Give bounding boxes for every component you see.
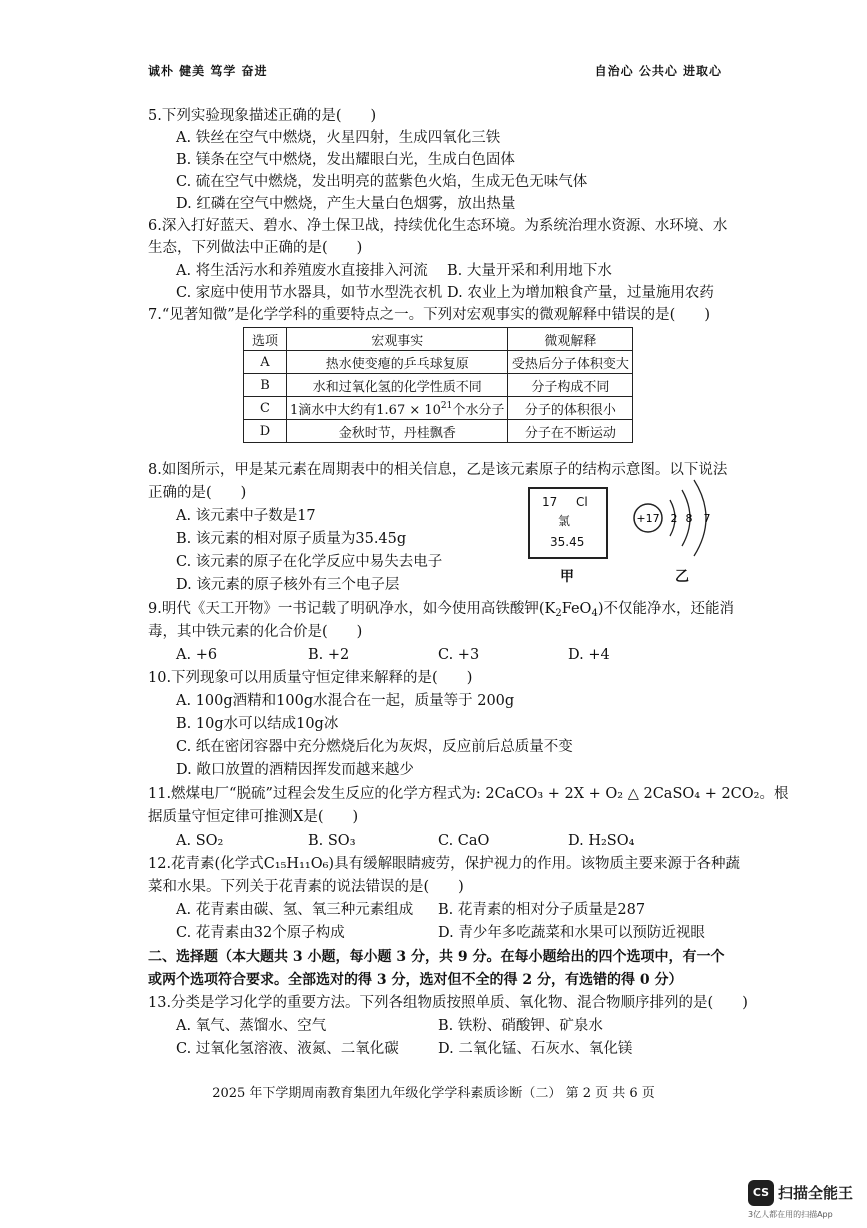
q5-option-a: A. 铁丝在空气中燃烧，火星四射，生成四氧化三铁 (176, 130, 501, 146)
row-explanation: 分子的体积很小 (508, 397, 633, 420)
row-fact: 热水使变瘪的乒乓球复原 (287, 351, 508, 374)
row-option: D (244, 420, 287, 443)
q5-option-d: D. 红磷在空气中燃烧，产生大量白色烟雾，放出热量 (176, 196, 516, 212)
table-row (244, 351, 633, 374)
atomic-mass: 35.45 (550, 535, 585, 549)
row-fact: 金秋时节，丹桂飘香 (287, 420, 508, 443)
shell-electrons-3: 7 (703, 512, 711, 525)
q6-option-d: D. 农业上为增加粮食产量，过量施用农药 (447, 285, 714, 301)
row-explanation: 分子构成不同 (508, 374, 633, 397)
element-symbol: Cl (576, 495, 588, 509)
q11-option-b: B. SO₃ (308, 833, 356, 849)
q10-option-d: D. 敞口放置的酒精因挥发而越来越少 (176, 762, 414, 778)
q12-option-a: A. 花青素由碳、氢、氧三种元素组成 (176, 902, 414, 918)
q13-option-a: A. 氧气、蒸馏水、空气 (176, 1018, 327, 1034)
q11-stem-line1: 11.燃煤电厂“脱硫”过程会发生反应的化学方程式为: 2CaCO₃ + 2X + O₂ △ 2CaSO₄ + 2CO₂。根 (148, 786, 789, 802)
row-fact (287, 397, 508, 420)
table-header-option: 选项 (244, 328, 287, 351)
atomic-structure-diagram (632, 478, 727, 564)
q7-fact-table (243, 327, 633, 443)
nucleus-charge: +17 (636, 512, 660, 525)
q9-text-post: )不仅能净水，还能消 (597, 601, 734, 617)
page-footer: 2025 年下学期周南教育集团九年级化学学科素质诊断（二） 第 2 页 共 6 页 (212, 1086, 655, 1101)
q9-option-c: C. +3 (438, 647, 480, 663)
figure-label-yi: 乙 (675, 569, 689, 585)
q11-option-c: C. CaO (438, 833, 490, 849)
q12-option-b: B. 花青素的相对分子质量是287 (438, 902, 646, 918)
q13-option-b: B. 铁粉、硝酸钾、矿泉水 (438, 1018, 603, 1034)
row-explanation: 分子在不断运动 (508, 420, 633, 443)
q9-stem-line1 (148, 599, 734, 619)
section-2-heading-line1: 二、选择题（本大题共 3 小题，每小题 3 分，共 9 分。在每小题给出的四个选项中，有一个 (148, 949, 725, 965)
q9-text-mid: FeO (561, 601, 592, 617)
q8-option-a: A. 该元素中子数是17 (176, 508, 316, 524)
table-header-row (244, 328, 633, 351)
atomic-number: 17 (542, 495, 558, 509)
row-option: B (244, 374, 287, 397)
q9-text-pre: 9.明代《天工开物》一书记载了明矾净水，如今使用高铁酸钾(K (148, 601, 556, 617)
table-row (244, 420, 633, 443)
q8-option-d: D. 该元素的原子核外有三个电子层 (176, 577, 400, 593)
q9-option-d: D. +4 (568, 647, 610, 663)
q10-stem: 10.下列现象可以用质量守恒定律来解释的是( ) (148, 670, 473, 686)
table-row (244, 397, 633, 420)
q9-option-a: A. +6 (176, 647, 218, 663)
school-motto-left: 诚朴 健美 笃学 奋进 (148, 64, 268, 78)
fact-text-pre: 1滴水中大约有1.67 × 10 (290, 402, 441, 418)
q5-stem: 5.下列实验现象描述正确的是( ) (148, 108, 377, 124)
q9-option-b: B. +2 (308, 647, 350, 663)
q6-stem-line2: 生态，下列做法中正确的是( ) (148, 240, 363, 256)
q8-stem-line2: 正确的是( ) (148, 485, 247, 501)
scanner-logo-icon: CS (748, 1180, 774, 1206)
table-row (244, 374, 633, 397)
q11-option-d: D. H₂SO₄ (568, 833, 635, 849)
table-header-explanation: 微观解释 (508, 328, 633, 351)
q12-stem-line1: 12.花青素(化学式C₁₅H₁₁O₆)具有缓解眼睛疲劳，保护视力的作用。该物质主要来源于各种蔬 (148, 856, 741, 872)
element-name: 氯 (558, 514, 571, 528)
fact-text-post: 个水分子 (452, 402, 505, 418)
q6-option-c: C. 家庭中使用节水器具，如节水型洗衣机 (176, 285, 443, 301)
school-motto-right: 自治心 公共心 进取心 (594, 64, 722, 78)
q6-option-a: A. 将生活污水和养殖废水直接排入河流 (176, 263, 428, 279)
shell-electrons-2: 8 (685, 512, 693, 525)
scanner-watermark (748, 1180, 860, 1220)
q8-stem-line1: 8.如图所示，甲是某元素在周期表中的相关信息，乙是该元素原子的结构示意图。以下说法 (148, 462, 728, 478)
row-explanation: 受热后分子体积变大 (508, 351, 633, 374)
q6-stem-line1: 6.深入打好蓝天、碧水、净土保卫战，持续优化生态环境。为系统治理水资源、水环境、水 (148, 218, 728, 234)
q9-sub-2: 2 (555, 608, 562, 619)
q8-option-c: C. 该元素的原子在化学反应中易失去电子 (176, 554, 443, 570)
row-option: C (244, 397, 287, 420)
q12-option-c: C. 花青素由32个原子构成 (176, 925, 345, 941)
q11-option-a: A. SO₂ (176, 833, 224, 849)
periodic-table-cell (528, 487, 608, 559)
scanner-app-name: 扫描全能王 (778, 1184, 854, 1202)
q10-option-a: A. 100g酒精和100g水混合在一起，质量等于 200g (176, 693, 515, 709)
q12-stem-line2: 菜和水果。下列关于花青素的说法错误的是( ) (148, 879, 464, 895)
table-header-fact: 宏观事实 (287, 328, 508, 351)
q13-option-d: D. 二氧化锰、石灰水、氧化镁 (438, 1041, 633, 1057)
q13-option-c: C. 过氧化氢溶液、液氮、二氧化碳 (176, 1041, 399, 1057)
shell-electrons-1: 2 (670, 512, 678, 525)
q6-option-b: B. 大量开采和利用地下水 (447, 263, 612, 279)
section-2-heading-line2: 或两个选项符合要求。全部选对的得 3 分，选对但不全的得 2 分，有选错的得 0 分） (148, 972, 683, 988)
scanner-tagline: 3亿人都在用的扫描App (748, 1210, 833, 1219)
row-option: A (244, 351, 287, 374)
q5-option-b: B. 镁条在空气中燃烧，发出耀眼白光，生成白色固体 (176, 152, 515, 168)
q11-stem-line2: 据质量守恒定律可推测X是( ) (148, 809, 359, 825)
q10-option-c: C. 纸在密闭容器中充分燃烧后化为灰烬，反应前后总质量不变 (176, 739, 573, 755)
q9-sub-4: 4 (591, 608, 598, 619)
q10-option-b: B. 10g水可以结成10g冰 (176, 716, 339, 732)
q13-stem: 13.分类是学习化学的重要方法。下列各组物质按照单质、氧化物、混合物顺序排列的是( ) (148, 995, 748, 1011)
q8-option-b: B. 该元素的相对原子质量为35.45g (176, 531, 407, 547)
q9-stem-line2: 毒，其中铁元素的化合价是( ) (148, 624, 363, 640)
row-fact: 水和过氧化氢的化学性质不同 (287, 374, 508, 397)
q5-option-c: C. 硫在空气中燃烧，发出明亮的蓝紫色火焰，生成无色无味气体 (176, 174, 588, 190)
figure-label-jia: 甲 (560, 569, 574, 585)
fact-exponent: 21 (440, 400, 453, 411)
q12-option-d: D. 青少年多吃蔬菜和水果可以预防近视眼 (438, 925, 705, 941)
q7-stem: 7.“见著知微”是化学学科的重要特点之一。下列对宏观事实的微观解释中错误的是( ) (148, 307, 710, 323)
